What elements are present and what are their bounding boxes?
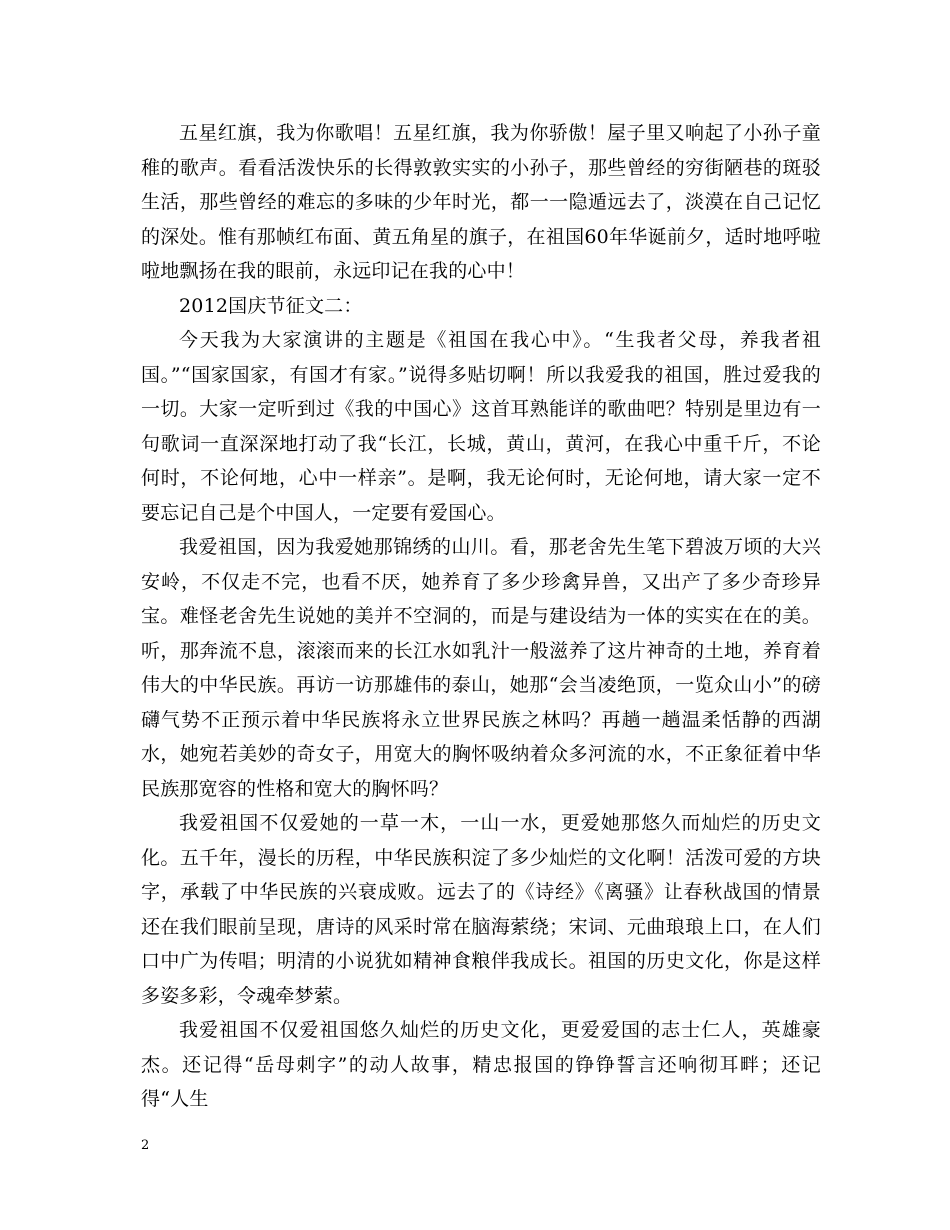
paragraph-1: 五星红旗，我为你歌唱！五星红旗，我为你骄傲！屋子里又响起了小孙子童稚的歌声。看看活泼快乐的长得敦敦实实的小孙子，那些曾经的穷街陋巷的斑驳生活，那些曾经的难忘的多味的少年时光，都一一隐遁远去了，淡漠在自己记忆的深处。惟有那帧红布面、黄五角星的旗子，在祖国60年华诞前夕，适时地呼啦啦地飘扬在我的眼前，永远印记在我的心中！ <box>141 122 821 282</box>
document-body <box>141 116 821 1117</box>
page-number: 2 <box>141 1138 150 1153</box>
paragraph-5: 我爱祖国不仅爱她的一草一木，一山一水，更爱她那悠久而灿烂的历史文化。五千年，漫长的历程，中华民族积淀了多少灿烂的文化啊！活泼可爱的方块字，承载了中华民族的兴衰成败。远去了的《诗经》《离骚》让春秋战国的情景还在我们眼前呈现，唐诗的风采时常在脑海萦绕；宋词、元曲琅琅上口，在人们口中广为传唱；明清的小说犹如精神食粮伴我成长。祖国的历史文化，你是这样多姿多彩，令魂牵梦萦。 <box>141 812 821 1007</box>
paragraph-2-heading: 2012国庆节征文二： <box>179 294 363 317</box>
paragraph-3: 今天我为大家演讲的主题是《祖国在我心中》。“生我者父母，养我者祖国。”“国家国家，有国才有家。”说得多贴切啊！所以我爱我的祖国，胜过爱我的一切。大家一定听到过《我的中国心》这首耳熟能详的歌曲吧？特别是里边有一句歌词一直深深地打动了我“长江，长城，黄山，黄河，在我心中重千斤，不论何时，不论何地，心中一样亲”。是啊，我无论何时，无论何地，请大家一定不要忘记自己是个中国人，一定要有爱国心。 <box>141 329 821 524</box>
paragraph-4: 我爱祖国，因为我爱她那锦绣的山川。看，那老舍先生笔下碧波万顷的大兴安岭，不仅走不完，也看不厌，她养育了多少珍禽异兽，又出产了多少奇珍异宝。难怪老舍先生说她的美并不空洞的，而是与建设结为一体的实实在在的美。听，那奔流不息，滚滚而来的长江水如乳汁一般滋养了这片神奇的土地，养育着伟大的中华民族。再访一访那雄伟的泰山，她那“会当凌绝顶，一览众山小”的磅礴气势不正预示着中华民族将永立世界民族之林吗？再趟一趟温柔恬静的西湖水，她宛若美妙的奇女子，用宽大的胸怀吸纳着众多河流的水，不正象征着中华民族那宽容的性格和宽大的胸怀吗？ <box>141 536 821 800</box>
paragraph-6: 我爱祖国不仅爱祖国悠久灿烂的历史文化，更爱爱国的志士仁人，英雄豪杰。还记得“岳母刺字”的动人故事，精忠报国的铮铮誓言还响彻耳畔；还记得“人生 <box>141 1019 821 1110</box>
